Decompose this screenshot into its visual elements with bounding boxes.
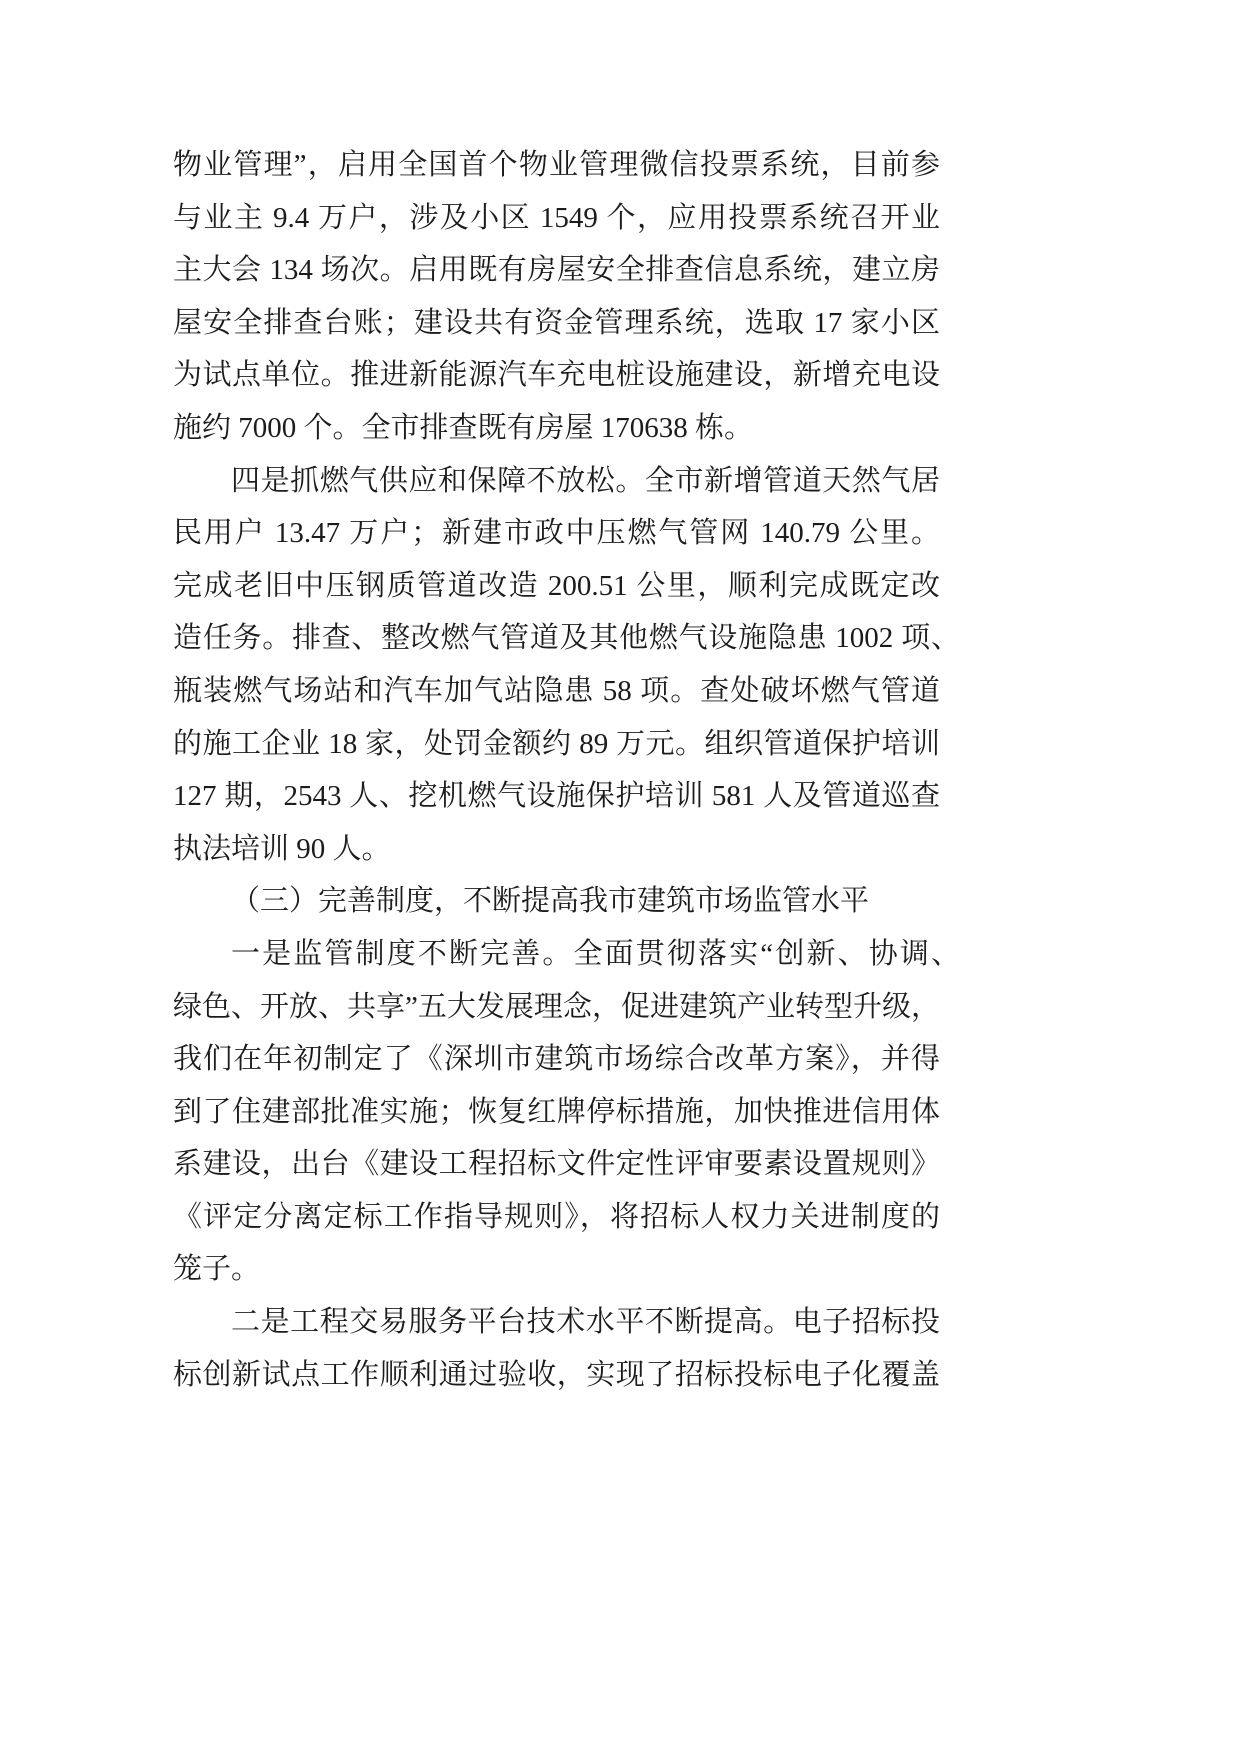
text-line: 瓶装燃气场站和汽车加气站隐患 58 项。查处破坏燃气管道 (173, 674, 940, 707)
text-line: 施约 7000 个。全市排查既有房屋 170638 栋。 (173, 411, 754, 444)
text-line: 到了住建部批准实施；恢复红牌停标措施，加快推进信用体 (173, 1095, 940, 1128)
paragraph (173, 139, 940, 455)
text-line: 物业管理”，启用全国首个物业管理微信投票系统，目前参 (173, 149, 940, 181)
document-body (173, 139, 960, 1401)
text-line: 127 期，2543 人、挖机燃气设施保护培训 581 人及管道巡查 (173, 780, 940, 813)
section-heading-text: （三）完善制度，不断提高我市建筑市场监管水平 (231, 885, 870, 918)
text-line: 的施工企业 18 家，处罚金额约 89 万元。组织管道保护培训 (173, 727, 940, 760)
text-line: 系建设，出台《建设工程招标文件定性评审要素设置规则》 (173, 1148, 940, 1181)
text-line: 造任务。排查、整改燃气管道及其他燃气设施隐患 1002 项、 (173, 622, 960, 655)
section-heading (173, 875, 940, 928)
text-line: 笼子。 (173, 1253, 261, 1286)
text-line: 绿色、开放、共享”五大发展理念，促进建筑产业转型升级， (173, 990, 940, 1023)
paragraph (173, 1296, 940, 1401)
text-line: 为试点单位。推进新能源汽车充电桩设施建设，新增充电设 (173, 359, 940, 392)
text-line: 标创新试点工作顺利通过验收，实现了招标投标电子化覆盖 (173, 1358, 940, 1391)
text-line: 屋安全排查台账；建设共有资金管理系统，选取 17 家小区 (173, 306, 940, 339)
paragraph (173, 928, 960, 1296)
text-line: 四是抓燃气供应和保障不放松。全市新增管道天然气居 (231, 464, 940, 497)
text-line: 民用户 13.47 万户；新建市政中压燃气管网 140.79 公里。 (173, 517, 940, 550)
text-line: 完成老旧中压钢质管道改造 200.51 公里，顺利完成既定改 (173, 569, 940, 602)
text-line: 一是监管制度不断完善。全面贯彻落实“创新、协调、 (231, 937, 960, 970)
paragraph (173, 455, 960, 876)
text-line: 主大会 134 场次。启用既有房屋安全排查信息系统，建立房 (173, 254, 940, 287)
text-line: 《评定分离定标工作指导规则》，将招标人权力关进制度的 (173, 1200, 940, 1233)
text-line: 执法培训 90 人。 (173, 832, 391, 865)
text-line: 二是工程交易服务平台技术水平不断提高。电子招标投 (231, 1306, 940, 1339)
text-line: 与业主 9.4 万户，涉及小区 1549 个，应用投票系统召开业 (173, 201, 940, 234)
text-line: 我们在年初制定了《深圳市建筑市场综合改革方案》，并得 (173, 1043, 940, 1076)
